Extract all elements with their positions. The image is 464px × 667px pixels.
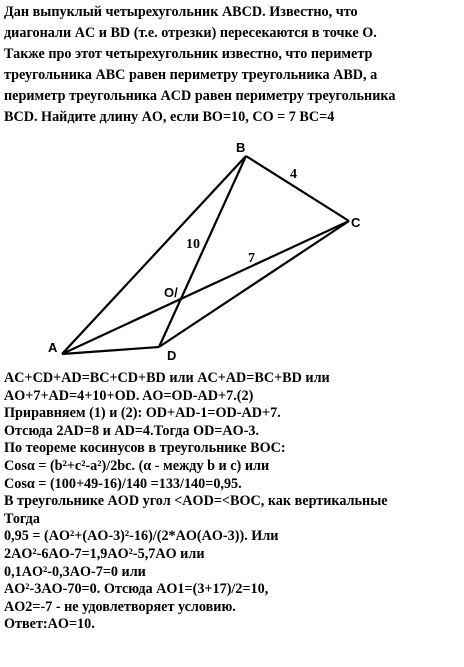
- side-bc: [246, 156, 349, 221]
- solution-answer: Ответ:AO=10.: [4, 616, 95, 633]
- point-label-b: B: [236, 140, 246, 155]
- solution-line: 0,1AO²-0,3AO-7=0 или: [4, 563, 146, 580]
- problem-line: BCD. Найдите длину AO, если BO=10, CO = 7 BC=4: [4, 109, 335, 125]
- point-label-a: A: [48, 340, 58, 355]
- solution-line: 0,95 = (AO²+(AO-3)²-16)/(2*AO(AO-3)). Или: [4, 528, 279, 545]
- solution-line: Тогда: [4, 510, 40, 527]
- quadrilateral-diagram: [0, 136, 464, 368]
- edge-label-bc: 4: [290, 167, 297, 182]
- solution-line: 2AO²-6AO-7=1,9AO²-5,7AO или: [4, 545, 205, 562]
- problem-line: диагонали AC и BD (т.е. отрезки) пересекаются в точке O.: [4, 25, 377, 41]
- diagonal-ac: [62, 221, 349, 354]
- solution-line: Cosα = (100+49-16)/140 =133/140=0,95.: [4, 475, 242, 492]
- solution-line: Cosα = (b²+c²-a²)/2bc. (α - между b и c) или: [4, 457, 270, 474]
- point-label-d: D: [167, 348, 177, 363]
- edge-label-bo: 10: [186, 237, 200, 252]
- quadrilateral-figure: [0, 136, 464, 368]
- point-label-c: C: [351, 215, 361, 230]
- problem-statement: [4, 2, 462, 128]
- solution-line: AC+CD+AD=BC+CD+BD или AC+AD=BC+BD или: [4, 370, 330, 386]
- problem-line: периметр треугольника ACD равен периметру треугольника: [4, 88, 396, 104]
- edge-label-co: 7: [248, 251, 255, 266]
- side-ab: [62, 156, 246, 354]
- solution-line: Отсюда 2AD=8 и AD=4.Тогда OD=AO-3.: [4, 422, 260, 439]
- problem-line: треугольника ABC равен периметру треугольника ABD, а: [4, 67, 378, 83]
- point-label-o: O/: [164, 285, 178, 300]
- solution-line: В треугольнике AOD угол <AOD=<BOC, как вертикальные: [4, 493, 388, 510]
- solution-line: AO²-3AO-70=0. Отсюда AO1=(3+17)/2=10,: [4, 581, 269, 598]
- problem-line: Дан выпуклый четырехугольник ABCD. Известно, что: [4, 4, 358, 20]
- solution-text: [4, 370, 462, 634]
- solution-line: AO2=-7 - не удовлетворяет условию.: [4, 598, 236, 615]
- problem-line: Также про этот четырехугольник известно, что периметр: [4, 46, 373, 62]
- solution-line: AO+7+AD=4+10+OD. AO=OD-AD+7.(2): [4, 387, 254, 404]
- solution-line: По теореме косинусов в треугольнике BOC:: [4, 440, 286, 457]
- solution-line: Приравняем (1) и (2): OD+AD-1=OD-AD+7.: [4, 405, 281, 422]
